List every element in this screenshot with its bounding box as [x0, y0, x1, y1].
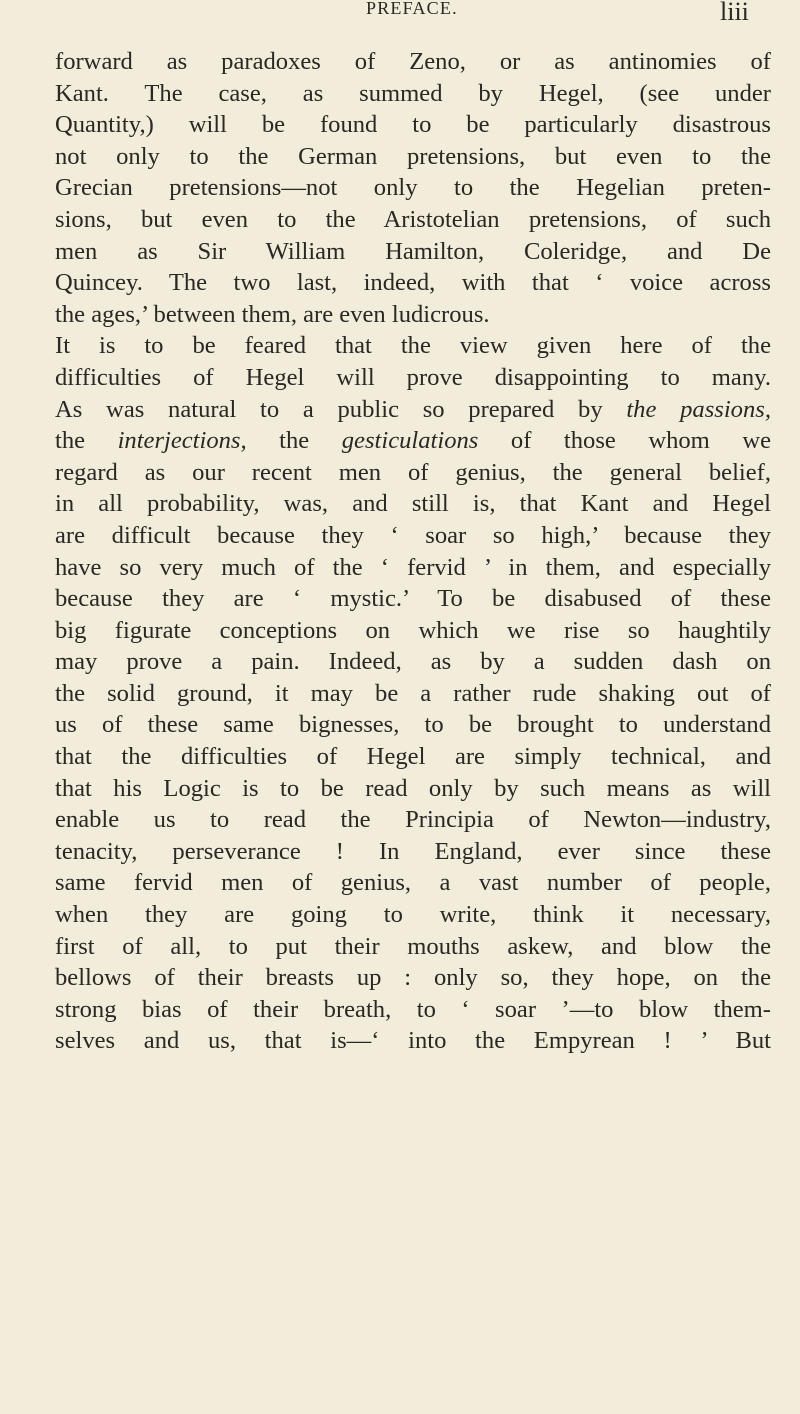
text-line: Quincey. The two last, indeed, with that ‘ voice across: [55, 269, 771, 297]
text-line: when they are going to write, think it necessary,: [55, 901, 771, 929]
text-line: the solid ground, it may be a rather rude shaking out of: [55, 679, 771, 707]
text-line: Quantity,) will be found to be particularly disastrous: [55, 111, 771, 139]
text-line: enable us to read the Principia of Newton—industry,: [55, 806, 771, 834]
text-line: selves and us, that is—‘ into the Empyrean ! ’ But: [55, 1027, 771, 1055]
text-line-with-italics: As was natural to a public so prepared by the passions,: [55, 395, 771, 423]
text-line: tenacity, perseverance ! In England, ever since these: [55, 837, 771, 865]
running-title: PREFACE.: [366, 0, 458, 18]
body-text: [55, 46, 771, 1057]
text-line: because they are ‘ mystic.’ To be disabused of these: [55, 585, 771, 613]
page-number: liii: [720, 0, 749, 26]
text-line: the ages,’ between them, are even ludicrous.: [55, 300, 490, 328]
text-line-with-italics: the interjections, the gesticulations of those whom we: [55, 427, 772, 455]
running-head: [0, 0, 800, 36]
text-line: bellows of their breasts up : only so, they hope, on the: [55, 964, 771, 992]
text-line: Grecian pretensions—not only to the Hegelian preten-: [55, 174, 771, 202]
text-line: difficulties of Hegel will prove disappointing to many.: [55, 363, 771, 391]
text-line: us of these same bignesses, to be brought to understand: [55, 711, 771, 739]
text-line: in all probability, was, and still is, that Kant and Hegel: [55, 490, 771, 518]
text-line: sions, but even to the Aristotelian pretensions, of such: [55, 205, 771, 233]
text-line: regard as our recent men of genius, the general belief,: [55, 458, 771, 486]
text-line: same fervid men of genius, a vast number of people,: [55, 869, 771, 897]
paragraph-first-line: It is to be feared that the view given here of the: [55, 332, 771, 360]
text-line: are difficult because they ‘ soar so high,’ because they: [55, 521, 771, 549]
text-line: may prove a pain. Indeed, as by a sudden dash on: [55, 648, 771, 676]
text-line: strong bias of their breath, to ‘ soar ’—to blow them-: [55, 995, 771, 1023]
italic-phrase: the passions,: [626, 395, 771, 423]
text-line: forward as paradoxes of Zeno, or as antinomies of: [55, 48, 771, 75]
text-line: not only to the German pretensions, but even to the: [55, 142, 771, 170]
text-line: that his Logic is to be read only by such means as will: [55, 774, 771, 802]
italic-phrase: gesticulations: [341, 427, 479, 455]
text-line: have so very much of the ‘ fervid ’ in them, and especially: [55, 553, 771, 581]
text-line: men as Sir William Hamilton, Coleridge, and De: [55, 237, 771, 265]
text-line: Kant. The case, as summed by Hegel, (see under: [55, 79, 771, 107]
text-line: that the difficulties of Hegel are simply technical, and: [55, 743, 771, 771]
text-line: big figurate conceptions on which we rise so haughtily: [55, 616, 771, 644]
text-line: first of all, to put their mouths askew, and blow the: [55, 932, 771, 960]
italic-phrase: interjections,: [117, 427, 247, 455]
